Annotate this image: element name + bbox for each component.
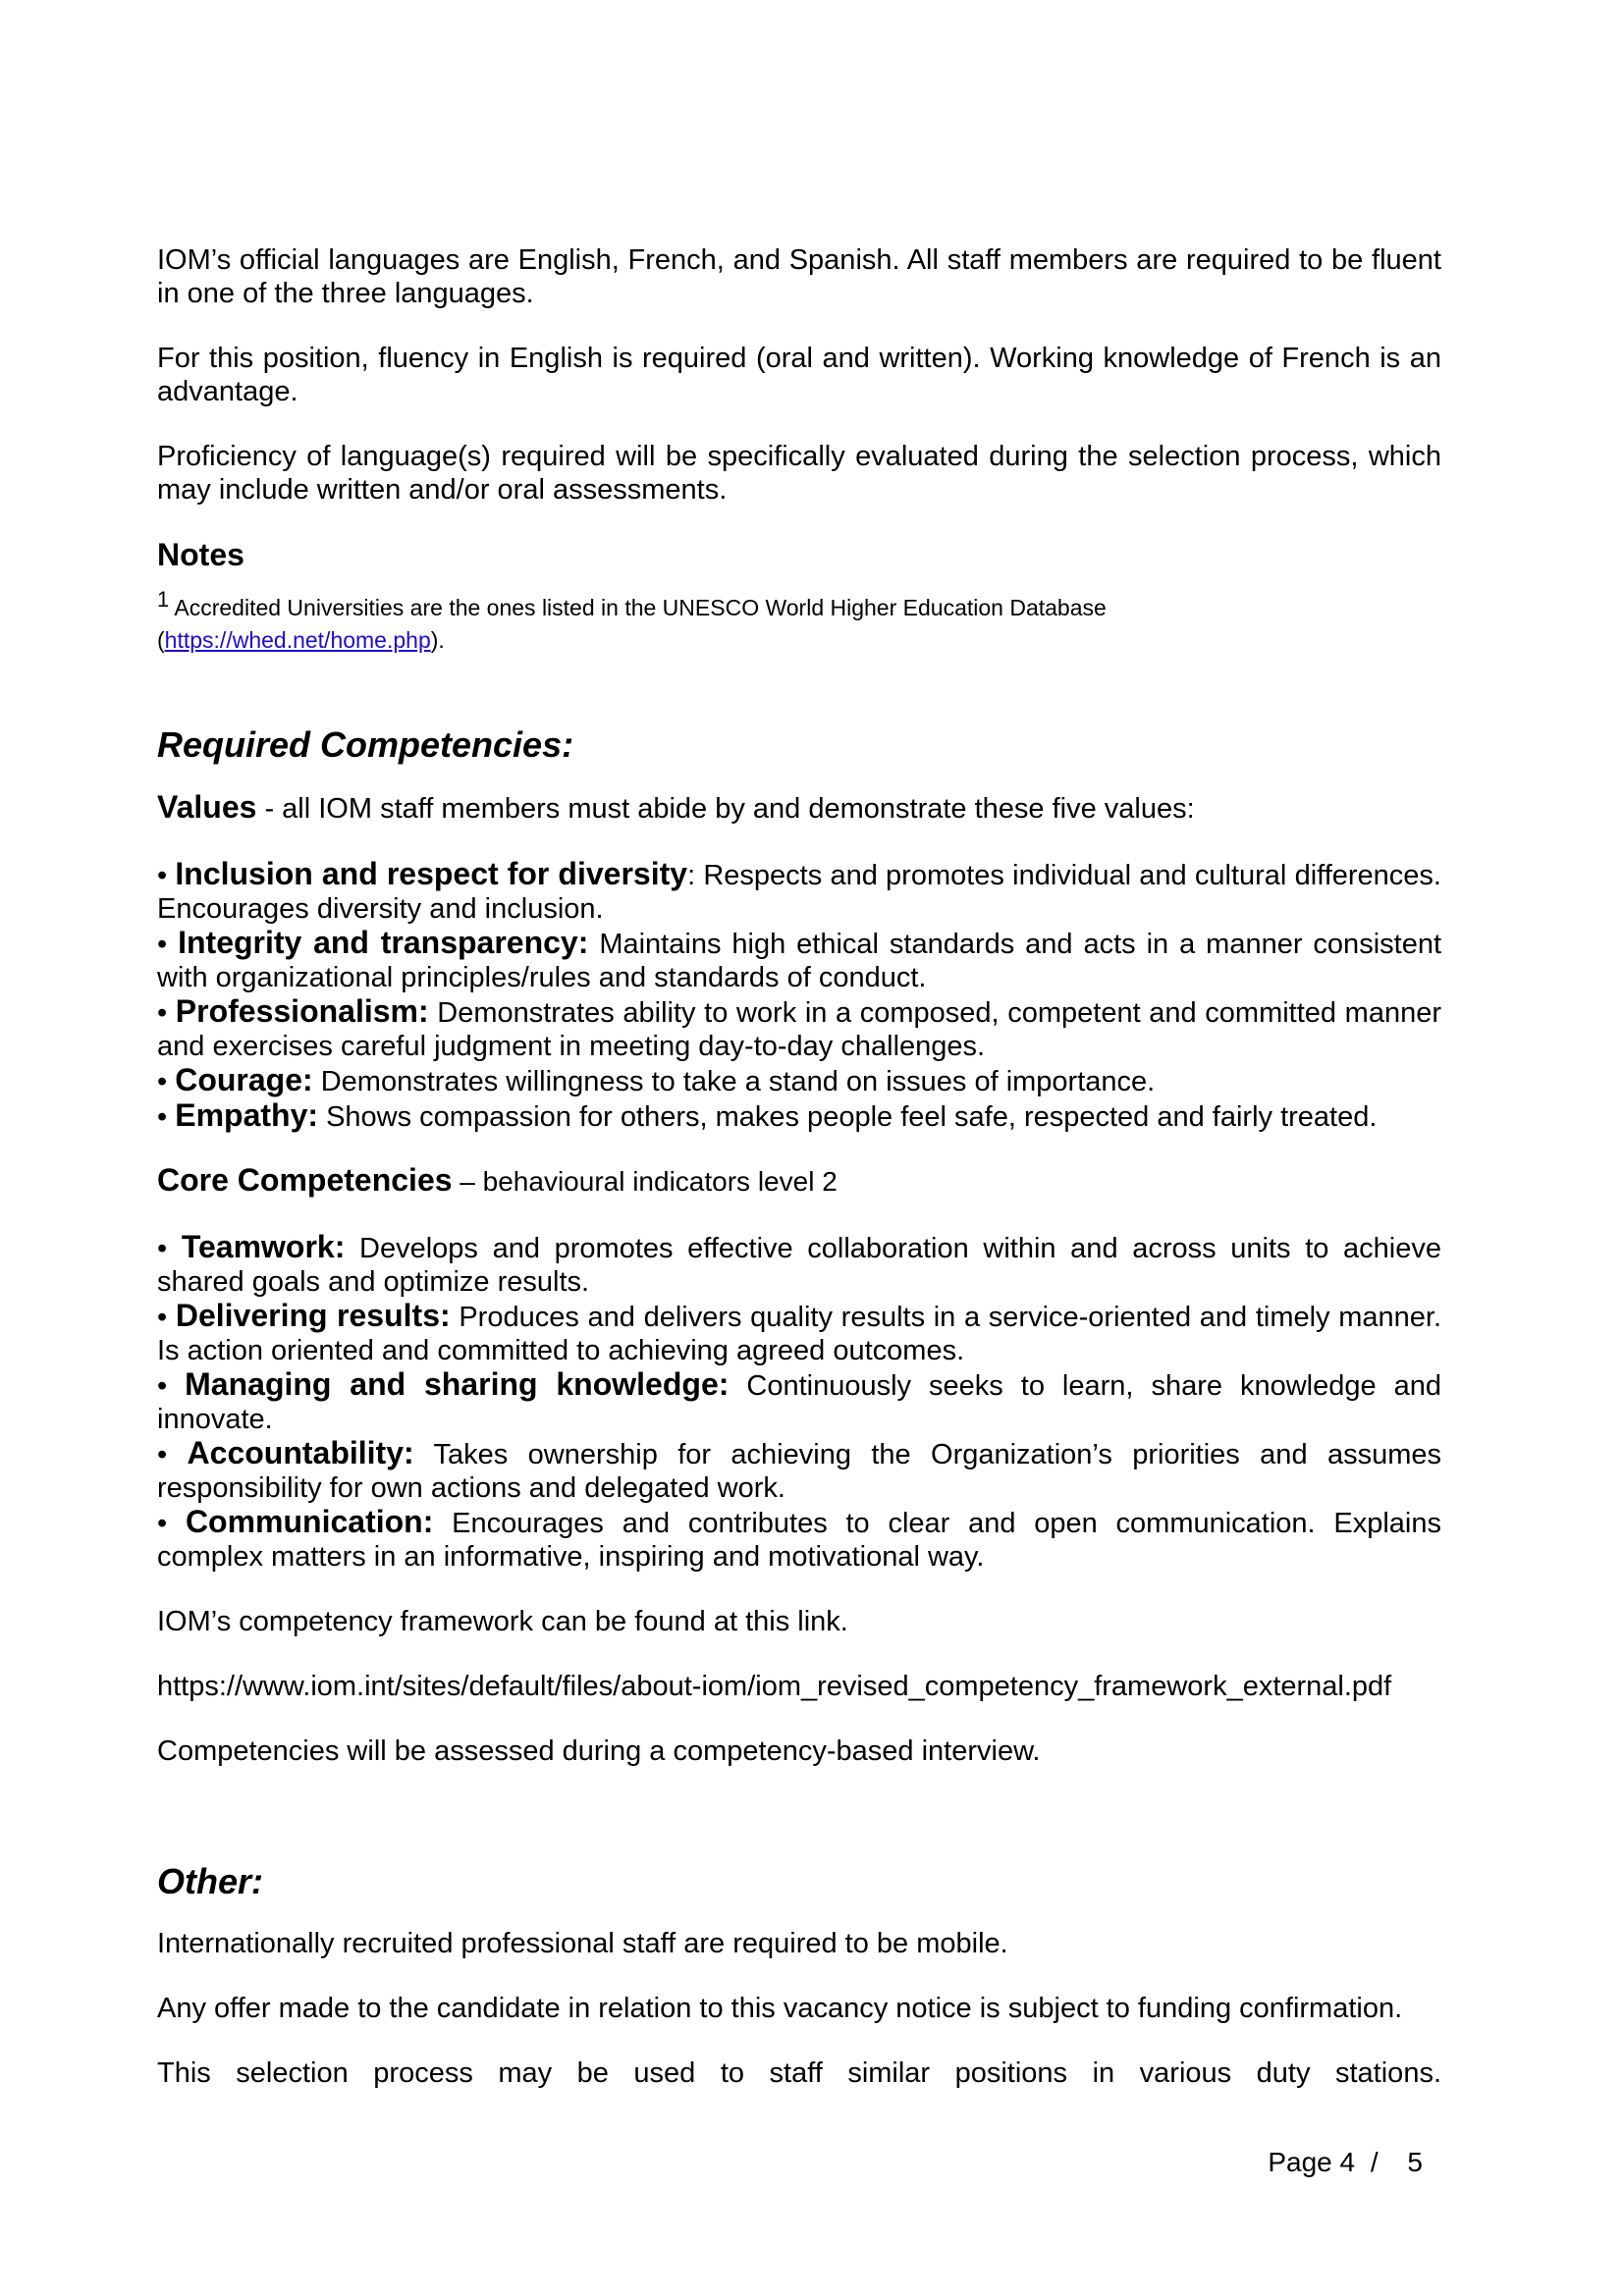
framework-paragraph: IOM’s competency framework can be found at this link. <box>157 1606 848 1637</box>
core-term: Delivering results: <box>175 1298 451 1333</box>
other-heading: Other: <box>157 1861 263 1901</box>
footnote <box>157 587 1441 657</box>
required-competencies-heading: Required Competencies: <box>157 724 574 765</box>
page-number <box>1268 2147 1423 2178</box>
values-intro-text: - all IOM staff members must abide by and demonstrate these five values: <box>256 793 1195 825</box>
core-term: Managing and sharing knowledge: <box>185 1366 730 1402</box>
list-item <box>157 1505 1441 1574</box>
bullet-icon: • <box>157 860 168 891</box>
core-term: Communication: <box>185 1504 434 1539</box>
document-page <box>157 243 1441 2090</box>
bullet-icon: • <box>157 929 168 960</box>
funding-paragraph: Any offer made to the candidate in relation to this vacancy notice is subject to funding confirmation. <box>157 1993 1403 2024</box>
list-item <box>157 1367 1441 1436</box>
page-label: Page 4 <box>1268 2147 1356 2177</box>
value-desc: Maintains high ethical standards and acts in a manner consistent with organizational principles/rules and standards of conduct. <box>157 929 1442 993</box>
list-item <box>157 1299 1441 1367</box>
core-desc: Produces and delivers quality results in a service-oriented and timely manner. Is action oriented and committed to achieving agreed outcomes. <box>157 1302 1441 1366</box>
list-item <box>157 1063 1441 1098</box>
bullet-icon: • <box>157 1370 168 1402</box>
bullet-icon: • <box>157 1302 168 1333</box>
bullet-icon: • <box>157 1066 168 1097</box>
core-competencies-note: – behavioural indicators level 2 <box>452 1166 838 1197</box>
footnote-text: Accredited Universities are the ones listed in the UNESCO World Higher Education Database <box>174 595 1107 620</box>
page-total: 5 <box>1407 2147 1423 2177</box>
value-desc: Respects and promotes individual and cultural differences. Encourages diversity and inclusion. <box>157 860 1441 925</box>
framework-url: https://www.iom.int/sites/default/files/about-iom/iom_revised_competency_framework_external.pdf <box>157 1671 1392 1702</box>
values-list <box>157 857 1441 1134</box>
footnote-paren-open: ( <box>157 627 165 653</box>
value-term: Inclusion and respect for diversity <box>175 856 688 891</box>
mobility-paragraph: Internationally recruited professional staff are required to be mobile. <box>157 1928 1008 1959</box>
value-term: Integrity and transparency: <box>178 925 589 960</box>
values-intro <box>157 790 1441 826</box>
bullet-icon: • <box>157 1439 168 1470</box>
core-desc: Encourages and contributes to clear and open communication. Explains complex matters in an informative, inspiring and motivational way. <box>157 1508 1442 1573</box>
core-competencies-label: Core Competencies <box>157 1162 453 1198</box>
core-desc: Continuously seeks to learn, share knowledge and innovate. <box>157 1370 1441 1435</box>
list-item <box>157 994 1441 1063</box>
value-desc: Demonstrates willingness to take a stand on issues of importance. <box>320 1066 1156 1097</box>
value-term-sep: : <box>687 860 696 891</box>
bullet-icon: • <box>157 1233 168 1264</box>
core-competencies-intro <box>157 1163 1441 1199</box>
list-item <box>157 857 1441 926</box>
value-term: Courage: <box>175 1062 313 1097</box>
selection-process-paragraph: This selection process may be used to staff similar positions in various duty stations. <box>157 2057 1441 2089</box>
whed-link[interactable]: https://whed.net/home.php <box>164 627 431 653</box>
assessment-paragraph: Competencies will be assessed during a competency-based interview. <box>157 1735 1041 1767</box>
bullet-icon: • <box>157 1508 168 1539</box>
list-item <box>157 926 1441 994</box>
notes-heading: Notes <box>157 537 244 572</box>
core-desc: Takes ownership for achieving the Organization’s priorities and assumes responsibility for own actions and delegated work. <box>157 1439 1441 1504</box>
list-item <box>157 1436 1441 1505</box>
list-item <box>157 1098 1441 1134</box>
footnote-marker: 1 <box>157 587 170 612</box>
core-term: Accountability: <box>187 1435 414 1470</box>
page-separator: / <box>1370 2147 1379 2177</box>
value-desc: Demonstrates ability to work in a composed, competent and committed manner and exercises careful judgment in meeting day-to-day challenges. <box>157 997 1441 1062</box>
value-desc: Shows compassion for others, makes people feel safe, respected and fairly treated. <box>326 1101 1378 1133</box>
languages-paragraph: IOM’s official languages are English, French, and Spanish. All staff members are required to be fluent in one of the three languages. <box>157 244 1441 309</box>
english-requirement-paragraph: For this position, fluency in English is required (oral and written). Working knowledge of French is an advantage. <box>157 343 1441 407</box>
core-term: Teamwork: <box>181 1229 346 1264</box>
list-item <box>157 1230 1441 1299</box>
core-competencies-list <box>157 1230 1441 1574</box>
proficiency-paragraph: Proficiency of language(s) required will be specifically evaluated during the selection process, which may include written and/or oral assessments. <box>157 441 1441 506</box>
value-term: Empathy: <box>175 1097 319 1133</box>
core-desc: Develops and promotes effective collaboration within and across units to achieve shared goals and optimize results. <box>157 1233 1441 1298</box>
bullet-icon: • <box>157 997 168 1029</box>
bullet-icon: • <box>157 1101 168 1133</box>
values-label: Values <box>157 789 257 825</box>
footnote-paren-close: ). <box>430 627 445 653</box>
value-term: Professionalism: <box>175 993 429 1029</box>
